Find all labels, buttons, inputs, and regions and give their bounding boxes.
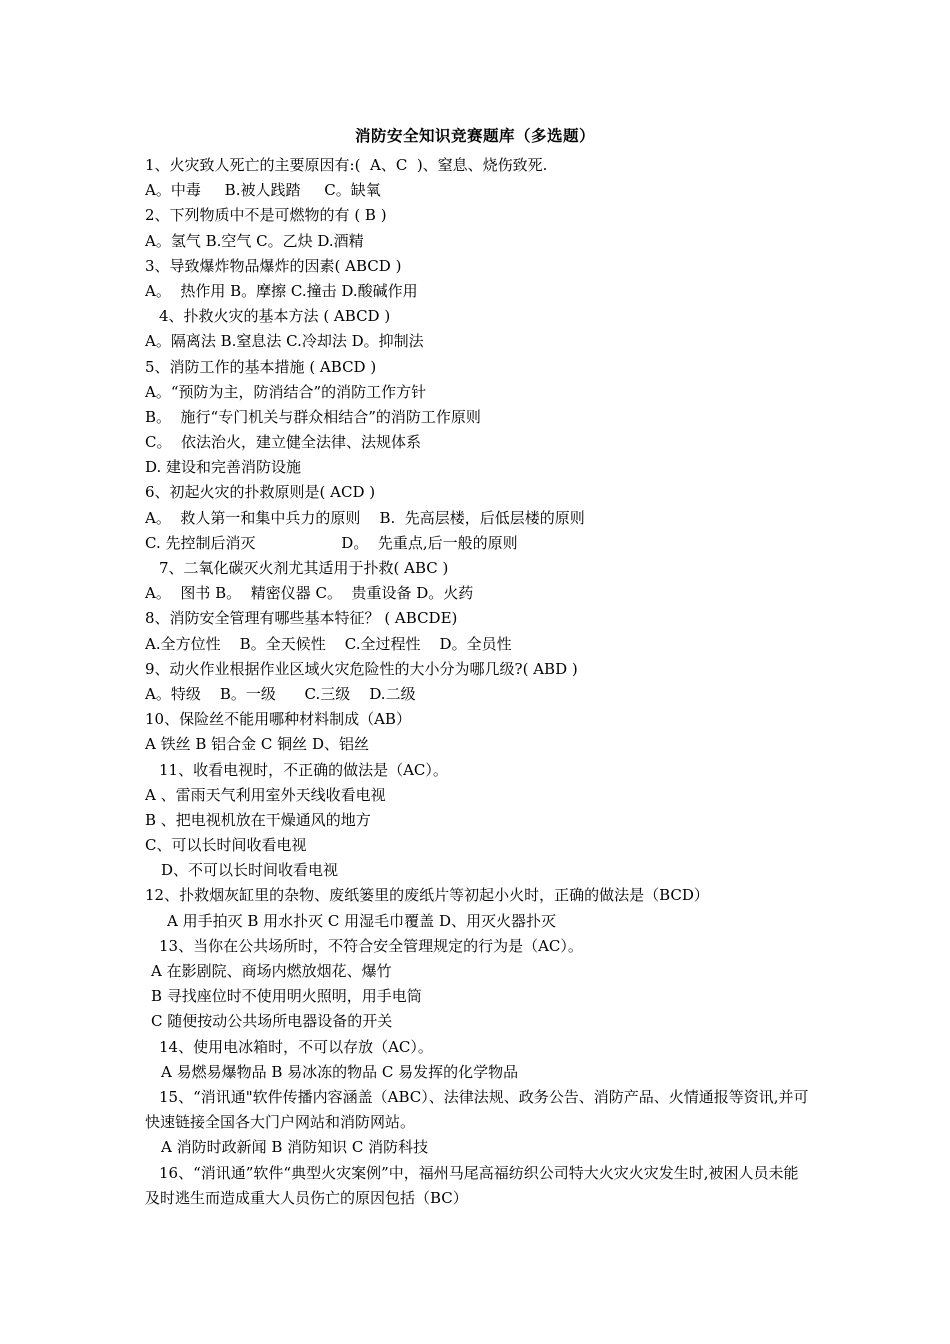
question-list	[145, 153, 810, 1211]
options-12: A 用手拍灭 B 用水扑灭 C 用湿毛巾覆盖 D、用灭火器扑灭	[167, 911, 556, 930]
question-13: 13、当你在公共场所时，不符合安全管理规定的行为是（AC）。	[159, 936, 583, 955]
question-3: 3、导致爆炸物品爆炸的因素( ABCD )	[145, 256, 402, 275]
question-2: 2、下列物质中不是可燃物的有 ( B )	[145, 206, 387, 225]
options-14: A 易燃易爆物品 B 易冰冻的物品 C 易发挥的化学物品	[161, 1062, 519, 1081]
question-11: 11、收看电视时，不正确的做法是（AC）。	[159, 760, 448, 779]
option-13c: C 随便按动公共场所电器设备的开关	[151, 1012, 393, 1031]
options-15: A 消防时政新闻 B 消防知识 C 消防科技	[161, 1138, 429, 1157]
question-8: 8、消防安全管理有哪些基本特征？ ( ABCDE)	[145, 609, 458, 628]
options-3: A。 热作用 B。摩擦 C.撞击 D.酸碱作用	[145, 281, 418, 300]
question-16: 16、“消讯通”软件“典型火灾案例”中，福州马尾高福纺织公司特大火灾火灾发生时,被困人员未能及时逃生而造成重大人员伤亡的原因包括（BC）	[145, 1163, 799, 1207]
document-title: 消防安全知识竞赛题库（多选题）	[354, 126, 595, 145]
question-15: 15、“消讯通"软件传播内容涵盖（ABC）、法律法规、政务公告、消防产品、火情通报等资讯,并可快速链接全国各大门户网站和消防网站。	[145, 1087, 809, 1132]
question-7: 7、二氧化碳灭火剂尤其适用于扑救( ABC )	[159, 559, 449, 577]
question-5: 5、消防工作的基本措施 ( ABCD )	[145, 357, 377, 376]
option-5a: A。“预防为主，防消结合”的消防工作方针	[145, 382, 427, 401]
question-1: 1、火灾致人死亡的主要原因有:( A、C )、窒息、烧伤致死.	[145, 156, 548, 174]
question-10: 10、保险丝不能用哪种材料制成（AB）	[145, 710, 411, 729]
options-10: A 铁丝 B 铝合金 C 铜丝 D、铝丝	[145, 735, 369, 754]
question-6: 6、初起火灾的扑救原则是( ACD )	[145, 483, 376, 502]
options-1: A。中毒 B.被人践踏 C。缺氧	[145, 181, 381, 200]
options-9: A。特级 B。一级 C.三级 D.二级	[145, 684, 416, 703]
question-9: 9、动火作业根据作业区域火灾危险性的大小分为哪几级?( ABD )	[145, 659, 578, 678]
question-4: 4、扑救火灾的基本方法 ( ABCD )	[159, 307, 391, 326]
option-11b: B 、把电视机放在干燥通风的地方	[145, 810, 371, 829]
option-5d: D. 建设和完善消防设施	[145, 458, 302, 477]
options-6cd: C. 先控制后消灭 D。 先重点,后一般的原则	[145, 533, 518, 552]
options-6ab: A。 救人第一和集中兵力的原则 B. 先高层楼，后低层楼的原则	[145, 508, 585, 527]
option-11a: A 、雷雨天气利用室外天线收看电视	[145, 785, 386, 804]
options-7: A。 图书 B。 精密仪器 C。 贵重设备 D。火药	[145, 584, 474, 603]
option-13b: B 寻找座位时不使用明火照明，用手电筒	[151, 987, 422, 1006]
question-12: 12、扑救烟灰缸里的杂物、废纸篓里的废纸片等初起小火时，正确的做法是（BCD）	[145, 886, 709, 905]
option-5b: B。 施行“专门机关与群众相结合”的消防工作原则	[145, 407, 481, 426]
option-11c: C、可以长时间收看电视	[145, 836, 307, 855]
option-11d: D、不可以长时间收看电视	[161, 861, 339, 880]
options-8: A.全方位性 B。全天候性 C.全过程性 D。全员性	[145, 634, 512, 653]
question-14: 14、使用电冰箱时，不可以存放（AC）。	[159, 1037, 433, 1056]
options-2: A。氢气 B.空气 C。乙炔 D.酒精	[145, 231, 364, 250]
option-13a: A 在影剧院、商场内燃放烟花、爆竹	[151, 962, 392, 980]
options-4: A。隔离法 B.窒息法 C.冷却法 D。抑制法	[145, 332, 424, 351]
option-5c: C。 依法治火，建立健全法律、法规体系	[145, 433, 422, 452]
